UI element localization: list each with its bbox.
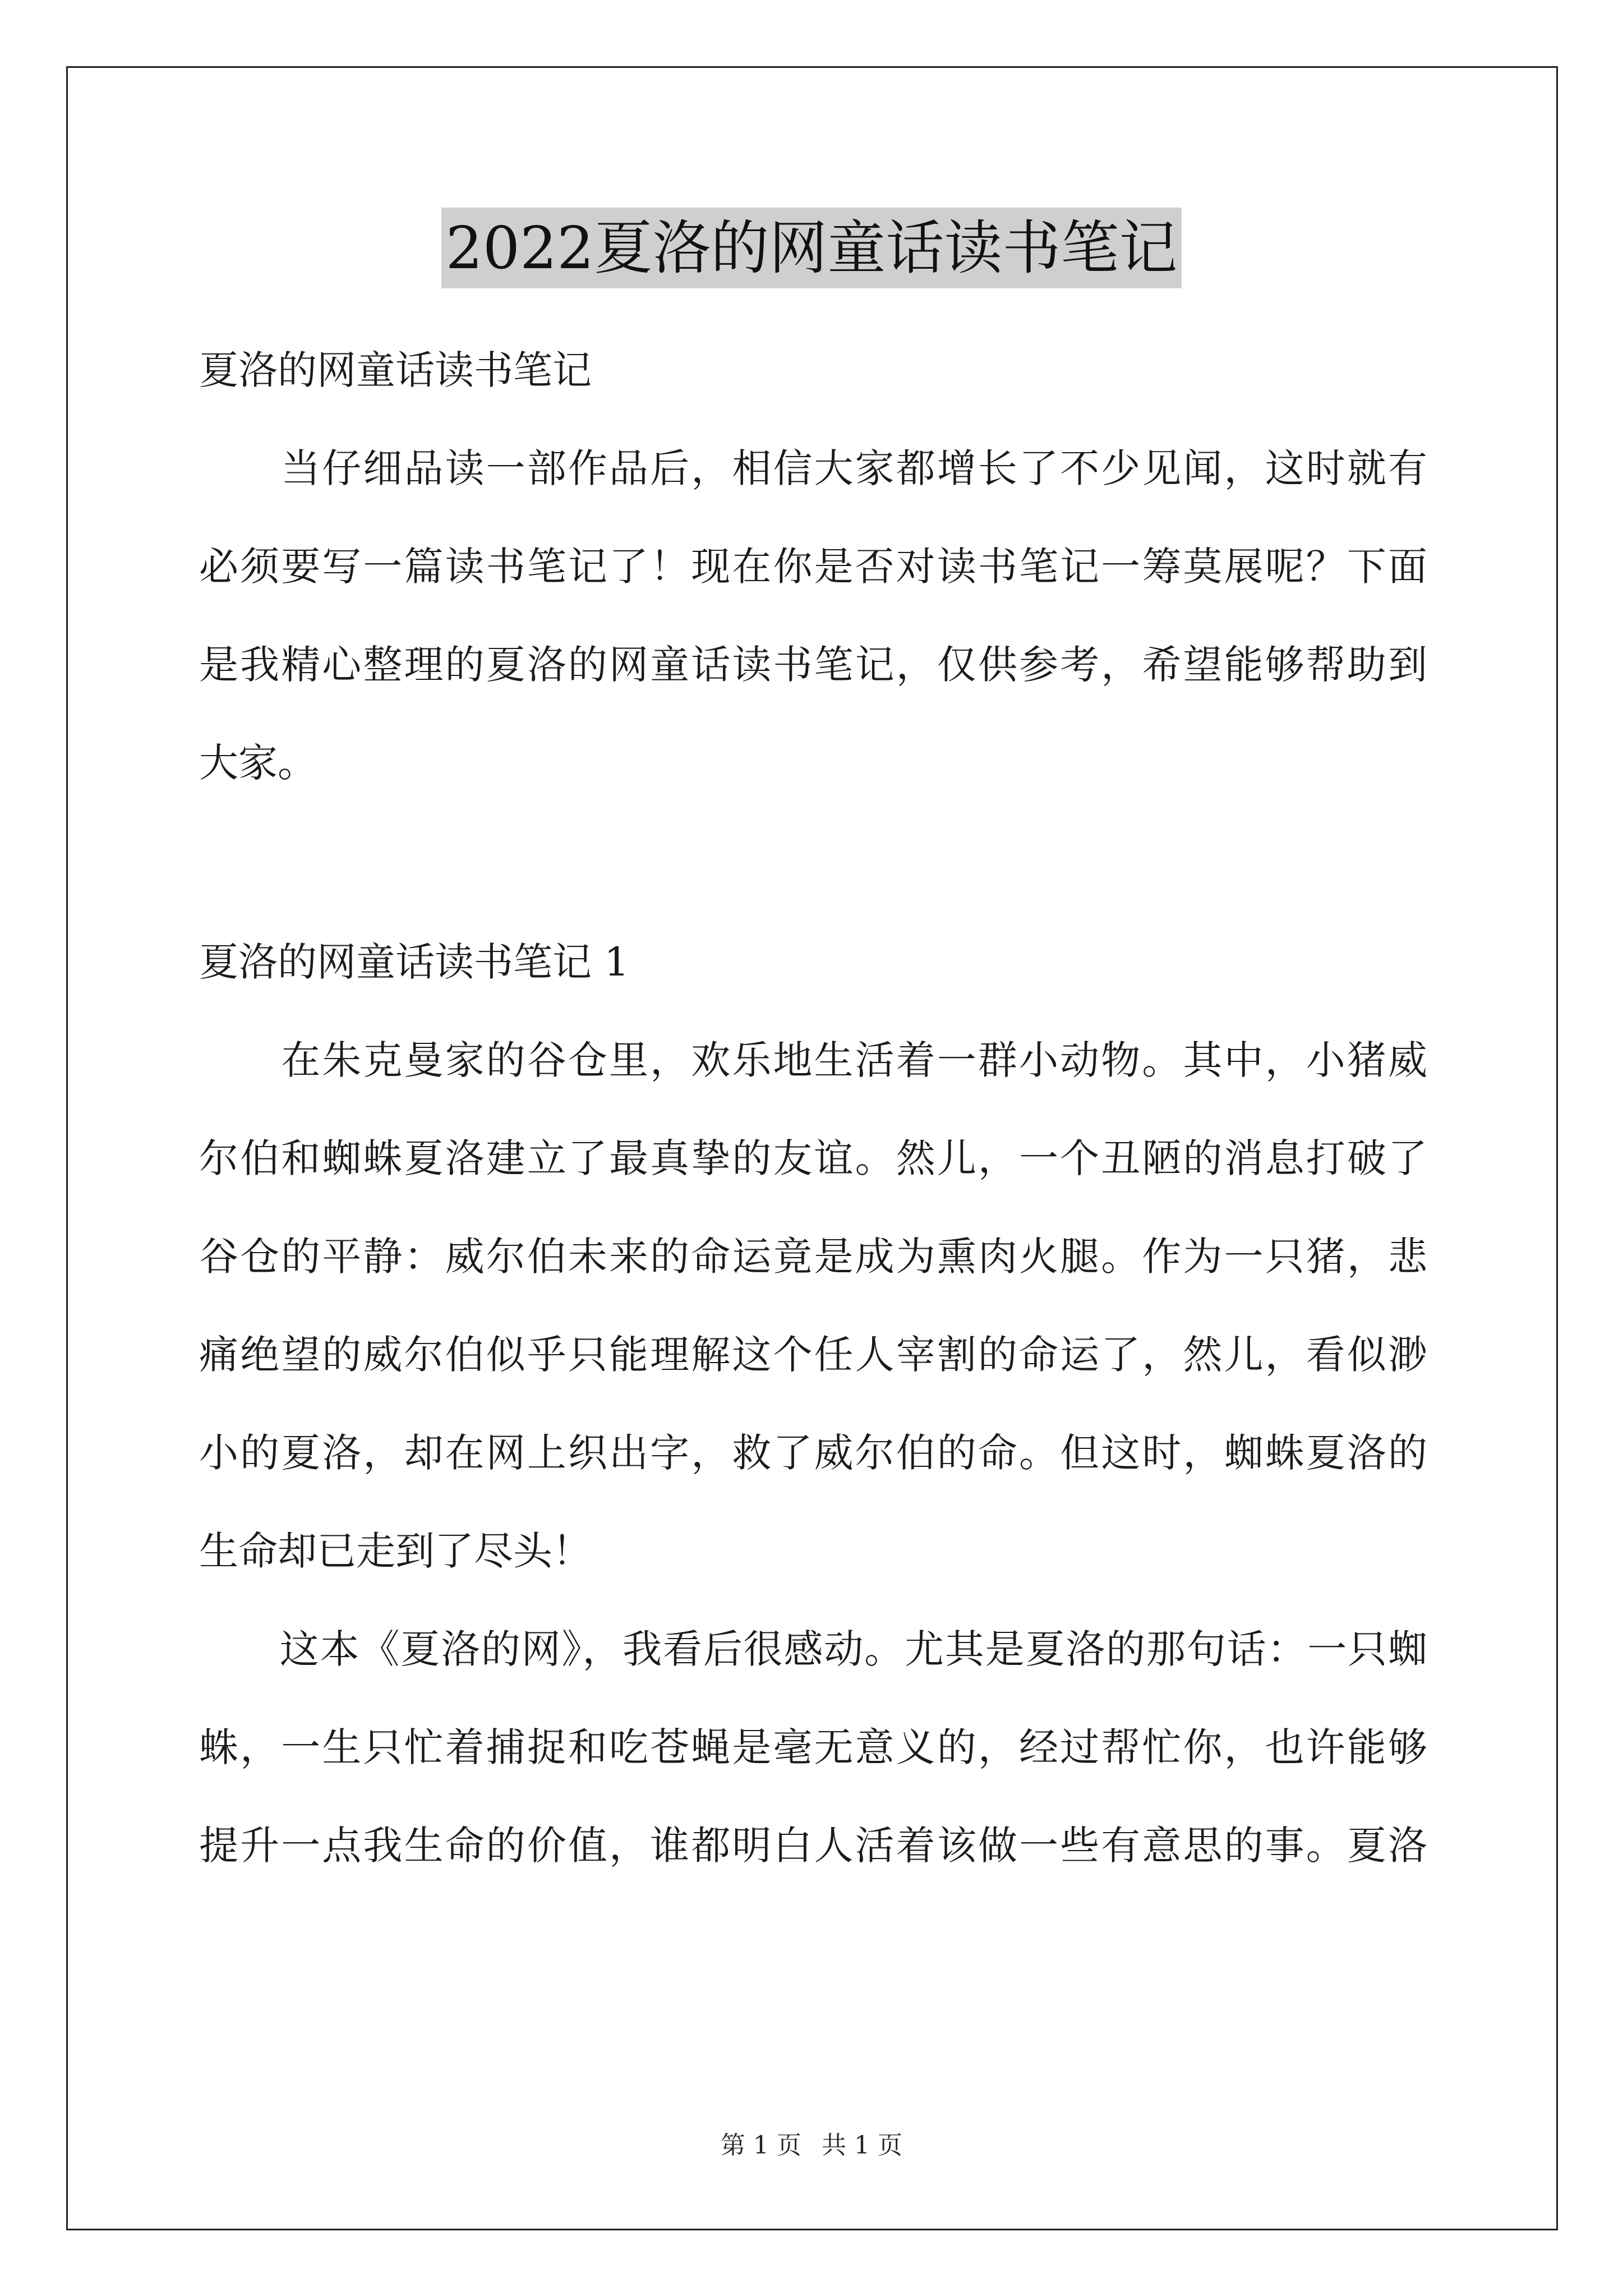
paragraph-line: 谷仓的平静：威尔伯未来的命运竟是成为熏肉火腿。作为一只猪，悲 bbox=[199, 1234, 1427, 1280]
section-heading: 夏洛的网童话读书笔记 1 bbox=[199, 939, 629, 985]
page-number: 第 1 页 bbox=[721, 2131, 801, 2160]
paragraph-line: 蛛，一生只忙着捕捉和吃苍蝇是毫无意义的，经过帮忙你，也许能够 bbox=[199, 1724, 1427, 1770]
title-container bbox=[0, 208, 1623, 288]
paragraph-line: 在朱克曼家的谷仓里，欢乐地生活着一群小动物。其中，小猪威 bbox=[199, 1037, 1427, 1083]
paragraph-line: 大家。 bbox=[199, 740, 317, 786]
page-total: 共 1 页 bbox=[822, 2131, 902, 2160]
paragraph-line: 生命却已走到了尽头！ bbox=[199, 1528, 592, 1574]
page-footer bbox=[0, 2129, 1623, 2162]
paragraph-line: 当仔细品读一部作品后，相信大家都增长了不少见闻，这时就有 bbox=[199, 445, 1427, 491]
paragraph-line: 这本《夏洛的网》，我看后很感动。尤其是夏洛的那句话：一只蜘 bbox=[199, 1626, 1427, 1672]
paragraph-line: 尔伯和蜘蛛夏洛建立了最真挚的友谊。然儿，一个丑陋的消息打破了 bbox=[199, 1135, 1427, 1181]
paragraph-line: 小的夏洛，却在网上织出字，救了威尔伯的命。但这时，蜘蛛夏洛的 bbox=[199, 1430, 1427, 1476]
paragraph-line: 痛绝望的威尔伯似乎只能理解这个任人宰割的命运了，然儿，看似渺 bbox=[199, 1332, 1427, 1378]
paragraph-line: 必须要写一篇读书笔记了！现在你是否对读书笔记一筹莫展呢？下面 bbox=[199, 544, 1427, 590]
paragraph-line: 是我精心整理的夏洛的网童话读书笔记，仅供参考，希望能够帮助到 bbox=[199, 642, 1427, 688]
section-heading: 夏洛的网童话读书笔记 bbox=[199, 347, 592, 393]
paragraph-line: 提升一点我生命的价值，谁都明白人活着该做一些有意思的事。夏洛 bbox=[199, 1823, 1427, 1869]
document-title: 2022夏洛的网童话读书笔记 bbox=[441, 208, 1182, 288]
